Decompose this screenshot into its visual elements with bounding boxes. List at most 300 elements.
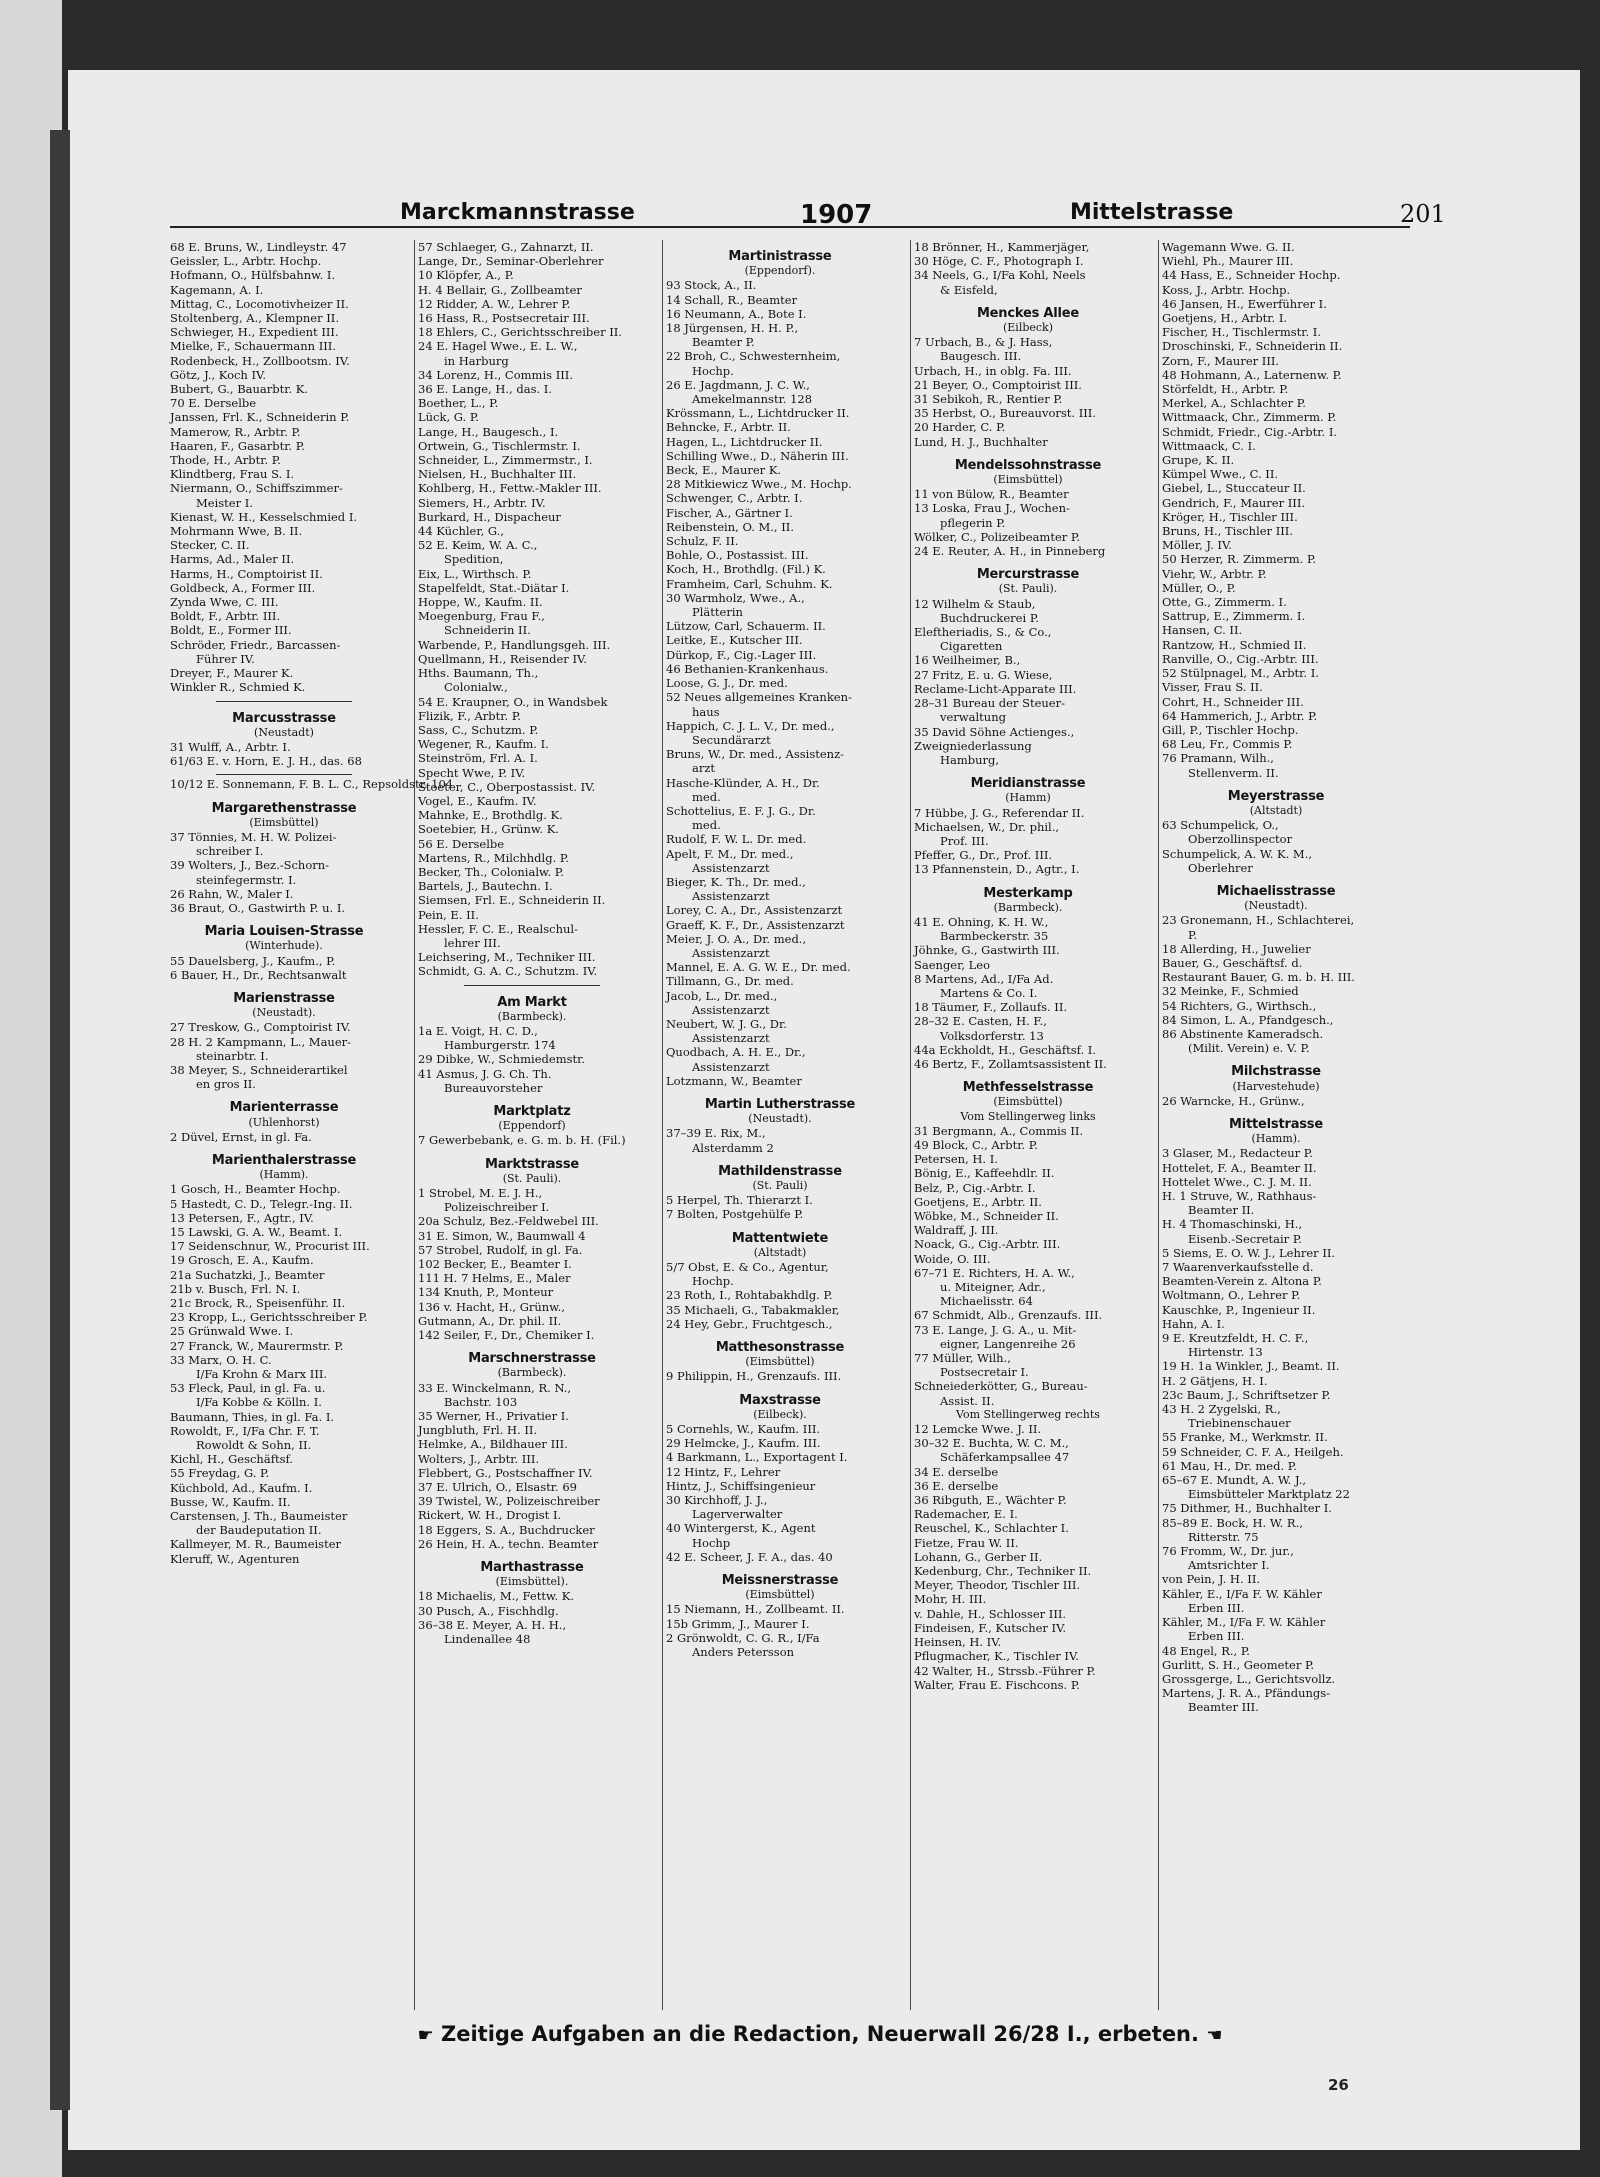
directory-entry: Bartels, J., Bautechn. I. <box>418 879 553 894</box>
directory-entry: 5 Cornehls, W., Kaufm. III. <box>666 1422 821 1437</box>
directory-entry: Amekelmannstr. 128 <box>692 392 813 407</box>
directory-entry: Zynda Wwe, C. III. <box>170 595 279 610</box>
directory-entry: med. <box>692 818 721 833</box>
directory-entry: Urbach, H., in oblg. Fa. III. <box>914 363 1072 378</box>
directory-entry: 52 E. Keim, W. A. C., <box>418 538 538 553</box>
directory-entry: 10/12 E. Sonnemann, F. B. L. C., Repsoldstr. 104 <box>170 777 454 792</box>
directory-entry: 30 Kirchhoff, J. J., <box>666 1493 768 1508</box>
directory-entry: Rademacher, E. I. <box>914 1507 1018 1522</box>
directory-entry: Quellmann, H., Reisender IV. <box>418 651 587 666</box>
directory-entry: verwaltung <box>940 710 1006 725</box>
directory-entry: 93 Stock, A., II. <box>666 278 757 293</box>
directory-entry: 36 Ribguth, E., Wächter P. <box>914 1493 1067 1508</box>
directory-entry: 68 Leu, Fr., Commis P. <box>1162 737 1293 752</box>
directory-entry: Schröder, Friedr., Barcassen- <box>170 637 341 652</box>
header-year: 1907 <box>800 200 873 230</box>
directory-entry: 111 H. 7 Helms, E., Maler <box>418 1271 571 1286</box>
directory-entry: 33 E. Winckelmann, R. N., <box>418 1380 572 1395</box>
district-label: (Eilbeck). <box>753 1407 807 1421</box>
directory-entry: Hasche-Klünder, A. H., Dr. <box>666 775 820 790</box>
directory-entry: 86 Abstinente Kameradsch. <box>1162 1026 1324 1041</box>
directory-entry: Hochp <box>692 1535 731 1550</box>
directory-entry: arzt <box>692 761 716 776</box>
directory-entry: 24 Hey, Gebr., Fruchtgesch., <box>666 1316 833 1331</box>
directory-entry: 56 E. Derselbe <box>418 836 505 851</box>
directory-entry: Bönig, E., Kaffeehdlr. II. <box>914 1166 1055 1181</box>
directory-entry: 31 E. Simon, W., Baumwall 4 <box>418 1228 586 1243</box>
header-first-street: Marckmannstrasse <box>400 200 635 225</box>
street-heading: Mittelstrasse <box>1229 1116 1323 1132</box>
directory-entry: Wöbke, M., Schneider II. <box>914 1209 1059 1223</box>
directory-entry: 35 Herbst, O., Bureauvorst. III. <box>914 406 1096 421</box>
directory-entry: 42 E. Scheer, J. F. A., das. 40 <box>666 1549 833 1564</box>
directory-entry: pflegerin P. <box>940 515 1006 530</box>
directory-entry: Lange, H., Baugesch., I. <box>418 424 559 439</box>
directory-entry: Harms, Ad., Maler II. <box>170 552 295 567</box>
directory-entry: 27 Fritz, E. u. G. Wiese, <box>914 667 1053 682</box>
directory-entry: Siemers, H., Arbtr. IV. <box>418 495 546 510</box>
directory-entry: Stellenverm. II. <box>1188 765 1279 780</box>
directory-entry: Baugesch. III. <box>940 349 1022 364</box>
directory-entry: Gurlitt, S. H., Geometer P. <box>1162 1657 1315 1672</box>
directory-entry: Küchbold, Ad., Kaufm. I. <box>170 1480 313 1495</box>
directory-entry: 64 Hammerich, J., Arbtr. P. <box>1162 708 1318 723</box>
directory-entry: Kagemann, A. I. <box>170 282 264 297</box>
directory-entry: 16 Hass, R., Postsecretair III. <box>418 311 590 326</box>
directory-entry: en gros II. <box>196 1077 256 1092</box>
footer-notice <box>370 2022 1270 2046</box>
footer-text: Zeitige Aufgaben an die Redaction, Neuerwall 26/28 I., erbeten. <box>441 2022 1199 2046</box>
directory-entry: der Baudeputation II. <box>196 1523 322 1538</box>
directory-entry: Hamburgerstr. 174 <box>444 1038 556 1053</box>
district-label: (Eimsbüttel) <box>993 1095 1063 1109</box>
district-label: (Neustadt). <box>252 1006 316 1020</box>
directory-entry: Mielke, F., Schauermann III. <box>170 339 336 354</box>
directory-entry: 41 Asmus, J. G. Ch. Th. <box>418 1066 552 1081</box>
directory-entry: Lund, H. J., Buchhalter <box>914 434 1048 449</box>
street-heading: Margarethenstrasse <box>211 800 357 816</box>
directory-entry: 7 Gewerbebank, e. G. m. b. H. (Fil.) <box>418 1133 626 1148</box>
directory-entry: 28 Mitkiewicz Wwe., M. Hochp. <box>666 477 852 492</box>
directory-entry: 29 Dibke, W., Schmiedemstr. <box>418 1052 586 1067</box>
header-page-number: 201 <box>1400 200 1446 228</box>
directory-entry: Bachstr. 103 <box>444 1394 518 1409</box>
directory-entry: 136 v. Hacht, H., Grünw., <box>418 1299 565 1314</box>
directory-entry: 21 Beyer, O., Comptoirist III. <box>914 377 1082 392</box>
directory-entry: Reuschel, K., Schlachter I. <box>914 1521 1069 1536</box>
directory-entry: Mannel, E. A. G. W. E., Dr. med. <box>666 960 851 975</box>
directory-entry: Führer IV. <box>196 651 255 666</box>
directory-entry: 46 Jansen, H., Ewerführer I. <box>1162 296 1327 311</box>
directory-entry: 9 E. Kreutzfeldt, H. C. F., <box>1162 1331 1309 1346</box>
page-gutter <box>50 130 70 2110</box>
directory-entry: 19 Grosch, E. A., Kaufm. <box>170 1253 314 1268</box>
directory-entry: 20a Schulz, Bez.-Feldwebel III. <box>418 1214 599 1229</box>
directory-entry: Secundärarzt <box>692 732 771 747</box>
street-heading: Meridianstrasse <box>970 776 1086 792</box>
street-heading: Mathildenstrasse <box>718 1163 842 1179</box>
district-label: Vom Stellingerweg links <box>960 1109 1096 1123</box>
directory-entry: Kauschke, P., Ingenieur II. <box>1162 1302 1316 1317</box>
directory-entry: Moegenburg, Frau F., <box>418 609 545 624</box>
street-heading: Marienthalerstrasse <box>211 1152 357 1168</box>
directory-entry: 32 Meinke, F., Schmied <box>1162 984 1299 999</box>
directory-entry: Triebinenschauer <box>1188 1416 1291 1431</box>
column-divider <box>414 240 415 2010</box>
directory-entry: 8 Martens, Ad., I/Fa Ad. <box>914 971 1054 986</box>
directory-entry: Erben III. <box>1188 1629 1245 1644</box>
directory-entry: Reibenstein, O. M., II. <box>666 519 794 534</box>
directory-entry: Lotzmann, W., Beamter <box>666 1073 802 1088</box>
directory-entry: Leichsering, M., Techniker III. <box>418 950 596 965</box>
directory-entry: Rickert, W. H., Drogist I. <box>418 1508 562 1523</box>
directory-entry: Zweigniederlassung <box>914 738 1032 753</box>
directory-entry: Bruns, W., Dr. med., Assistenz- <box>666 747 845 762</box>
district-label: (St. Pauli). <box>998 582 1058 596</box>
directory-entry: Eix, L., Wirthsch. P. <box>418 566 532 581</box>
directory-entry: Fischer, H., Tischlermstr. I. <box>1162 325 1322 340</box>
directory-entry: Kohlberg, H., Fettw.-Makler III. <box>418 481 602 496</box>
directory-entry: Goetjens, H., Arbtr. I. <box>1162 311 1288 326</box>
directory-entry: Schwieger, H., Expedient III. <box>170 325 339 340</box>
district-label: (Hamm). <box>259 1168 309 1182</box>
directory-entry: Tillmann, G., Dr. med. <box>666 974 794 989</box>
directory-entry: Haaren, F., Gasarbtr. P. <box>170 438 305 453</box>
directory-entry: 34 Neels, G., I/Fa Kohl, Neels <box>914 268 1086 283</box>
directory-entry: I/Fa Krohn & Marx III. <box>196 1367 328 1382</box>
directory-entry: 48 Hohmann, A., Laternenw. P. <box>1162 367 1342 382</box>
directory-entry: & Eisfeld, <box>940 282 998 297</box>
directory-entry: Dreyer, F., Maurer K. <box>170 666 294 681</box>
section-separator <box>216 701 353 702</box>
street-heading: Meyerstrasse <box>1227 788 1325 804</box>
directory-entry: Kähler, E., I/Fa F. W. Kähler <box>1162 1586 1322 1601</box>
directory-entry: I/Fa Kobbe & Kölln. I. <box>196 1395 322 1410</box>
street-heading: Marthastrasse <box>480 1560 584 1576</box>
street-heading: Am Markt <box>497 994 567 1010</box>
directory-entry: Colonialw., <box>444 680 508 695</box>
directory-entry: Anders Petersson <box>692 1645 795 1660</box>
directory-entry: 59 Schneider, C. F. A., Heilgeh. <box>1162 1444 1344 1459</box>
directory-entry: Hoppe, W., Kaufm. II. <box>418 595 543 610</box>
directory-entry: Thode, H., Arbtr. P. <box>170 453 281 468</box>
directory-entry: 7 Hübbe, J. G., Referendar II. <box>914 805 1085 820</box>
street-heading: Menckes Allee <box>976 305 1080 321</box>
directory-entry: Droschinski, F., Schneiderin II. <box>1162 339 1343 354</box>
directory-entry: Lorey, C. A., Dr., Assistenzarzt <box>666 903 843 918</box>
page-header <box>100 120 1446 230</box>
directory-entry: Stoeter, C., Oberpostassist. IV. <box>418 779 596 794</box>
directory-entry: 11 von Bülow, R., Beamter <box>914 487 1069 502</box>
street-heading: Methfesselstrasse <box>962 1080 1094 1096</box>
directory-entry: steinfegermstr. I. <box>196 872 297 887</box>
directory-entry: Michaelisstr. 64 <box>940 1294 1033 1309</box>
directory-entry: Beamter III. <box>1188 1700 1259 1715</box>
directory-entry: Vogel, E., Kaufm. IV. <box>418 793 537 808</box>
directory-entry: Störfeldt, H., Arbtr. P. <box>1162 382 1289 397</box>
directory-entry: Grupe, K. II. <box>1162 453 1235 468</box>
directory-entry: 23 Gronemann, H., Schlachterei, <box>1162 913 1355 928</box>
directory-entry: 48 Engel, R., P. <box>1162 1643 1250 1658</box>
directory-entry: Jacob, L., Dr. med., <box>666 988 778 1003</box>
district-label: (Neustadt). <box>748 1112 812 1126</box>
directory-entry: Lützow, Carl, Schauerm. II. <box>666 619 826 634</box>
directory-entry: Baumann, Thies, in gl. Fa. I. <box>170 1409 335 1424</box>
district-label: (Hamm) <box>1005 791 1051 805</box>
directory-entry: Neubert, W. J. G., Dr. <box>666 1016 787 1031</box>
directory-entry: Postsecretair I. <box>940 1365 1029 1380</box>
directory-entry: Gutmann, A., Dr. phil. II. <box>418 1313 562 1328</box>
directory-entry: Mahnke, E., Brothdlg. K. <box>418 808 563 823</box>
directory-entry: Helmke, A., Bildhauer III. <box>418 1437 568 1452</box>
directory-entry: 37 Tönnies, M. H. W. Polizei- <box>170 829 337 844</box>
directory-entry: Niermann, O., Schiffszimmer- <box>170 481 343 496</box>
street-heading: Maxstrasse <box>739 1392 821 1408</box>
directory-entry: Kichl, H., Geschäftsf. <box>170 1452 293 1467</box>
directory-entry: schreiber I. <box>196 844 264 859</box>
directory-entry: Findeisen, F., Kutscher IV. <box>914 1620 1067 1635</box>
directory-entry: Wittmaack, Chr., Zimmerm. P. <box>1162 410 1337 425</box>
directory-entry: Carstensen, J. Th., Baumeister <box>170 1509 348 1524</box>
district-label: (St. Pauli). <box>502 1171 562 1185</box>
column-2 <box>418 240 646 2010</box>
column-4 <box>914 240 1142 2010</box>
directory-entry: Plätterin <box>692 605 743 620</box>
directory-entry: 31 Wulff, A., Arbtr. I. <box>170 739 291 754</box>
directory-entry: Erben III. <box>1188 1600 1245 1615</box>
directory-entry: Hochp. <box>692 1274 734 1289</box>
directory-entry: Assistenzarzt <box>692 889 770 904</box>
directory-entry: 15 Niemann, H., Zollbeamt. II. <box>666 1602 845 1617</box>
directory-entry: v. Dahle, H., Schlosser III. <box>914 1606 1067 1621</box>
directory-entry: 23 Roth, I., Rohtabakhdlg. P. <box>666 1288 833 1303</box>
directory-entry: Spedition, <box>444 552 504 567</box>
district-label: (Eimsbüttel) <box>745 1588 815 1602</box>
directory-entry: Rantzow, H., Schmied II. <box>1162 637 1307 652</box>
directory-entry: 57 Schlaeger, G., Zahnarzt, II. <box>418 240 594 254</box>
directory-entry: 12 Hintz, F., Lehrer <box>666 1464 781 1479</box>
directory-entry: 14 Schall, R., Beamter <box>666 292 798 307</box>
directory-entry: 18 Eggers, S. A., Buchdrucker <box>418 1522 595 1537</box>
directory-entry: Noack, G., Cig.-Arbtr. III. <box>914 1237 1061 1252</box>
directory-entry: Boldt, F., Arbtr. III. <box>170 609 281 624</box>
directory-entry: eigner, Langenreihe 26 <box>940 1336 1076 1351</box>
directory-entry: 35 Michaeli, G., Tabakmakler, <box>666 1302 840 1317</box>
directory-entry: Assistenzarzt <box>692 860 770 875</box>
directory-entry: Klindtberg, Frau S. I. <box>170 467 295 482</box>
directory-entry: Schilling Wwe., D., Näherin III. <box>666 448 849 463</box>
directory-entry: 9 Philippin, H., Grenzaufs. III. <box>666 1369 842 1384</box>
directory-entry: 134 Knuth, P., Monteur <box>418 1285 554 1300</box>
directory-entry: 36 E. derselbe <box>914 1478 999 1493</box>
directory-entry: 28 H. 2 Kampmann, L., Mauer- <box>170 1034 352 1049</box>
directory-entry: Bieger, K. Th., Dr. med., <box>666 874 806 889</box>
directory-entry: Möller, J. IV. <box>1162 538 1232 553</box>
directory-entry: 54 Richters, G., Wirthsch., <box>1162 998 1317 1013</box>
district-label: (Altstadt) <box>753 1245 807 1259</box>
street-heading: Marktstrasse <box>484 1156 579 1172</box>
directory-entry: Assistenzarzt <box>692 1002 770 1017</box>
directory-entry: 67–71 E. Richters, H. A. W., <box>914 1265 1075 1280</box>
directory-entry: 34 E. derselbe <box>914 1464 999 1479</box>
pointing-hand-icon: ☚ <box>1206 2025 1223 2046</box>
directory-entry: 35 Werner, H., Privatier I. <box>418 1409 569 1424</box>
directory-entry: 36 Braut, O., Gastwirth P. u. I. <box>170 900 346 915</box>
directory-entry: 17 Seidenschnur, W., Procurist III. <box>170 1239 370 1254</box>
directory-entry: Schulz, F. II. <box>666 534 739 549</box>
directory-entry: Michaelsen, W., Dr. phil., <box>914 819 1060 834</box>
directory-entry: 36 E. Lange, H., das. I. <box>418 382 552 397</box>
directory-entry: steinarbtr. I. <box>196 1048 269 1063</box>
directory-entry: Janssen, Frl. K., Schneiderin P. <box>170 410 350 425</box>
directory-entry: Hofmann, O., Hülfsbahnw. I. <box>170 268 336 283</box>
directory-entry: 7 Urbach, B., & J. Hass, <box>914 335 1053 350</box>
directory-entry: 22 Broh, C., Schwesternheim, <box>666 349 841 364</box>
directory-entry: 67 Schmidt, Alb., Grenzaufs. III. <box>914 1308 1103 1323</box>
directory-entry: Bubert, G., Bauarbtr. K. <box>170 382 309 397</box>
directory-entry: med. <box>692 789 721 804</box>
directory-entry: Lagerverwalter <box>692 1507 783 1522</box>
directory-entry: Lück, G. P. <box>418 410 479 425</box>
column-divider <box>662 240 663 2010</box>
directory-entry: H. 4 Thomaschinski, H., <box>1162 1217 1303 1232</box>
directory-entry: 70 E. Derselbe <box>170 396 257 411</box>
directory-entry: Kienast, W. H., Kesselschmied I. <box>170 509 358 524</box>
directory-entry: Winkler R., Schmied K. <box>170 680 306 695</box>
section-separator <box>216 774 353 775</box>
street-heading: Marschnerstrasse <box>468 1351 596 1367</box>
directory-entry: Rudolf, F. W. L. Dr. med. <box>666 832 807 847</box>
street-heading: Mercurstrasse <box>976 567 1080 583</box>
directory-entry: 1 Strobel, M. E. J. H., <box>418 1186 543 1200</box>
header-last-street: Mittelstrasse <box>1070 200 1234 225</box>
directory-entry: 1 Gosch, H., Beamter Hochp. <box>170 1182 341 1197</box>
directory-entry: 26 Rahn, W., Maler I. <box>170 886 294 901</box>
directory-entry: 34 Lorenz, H., Commis III. <box>418 367 573 382</box>
street-heading: Milchstrasse <box>1231 1064 1321 1080</box>
directory-entry: 5 Siems, E. O. W. J., Lehrer II. <box>1162 1245 1336 1260</box>
directory-entry: 27 Treskow, G., Comptoirist IV. <box>170 1020 351 1035</box>
directory-entry: 29 Helmcke, J., Kaufm. III. <box>666 1436 821 1451</box>
street-heading: Martinistrasse <box>728 249 832 264</box>
directory-entry: Fischer, A., Gärtner I. <box>666 505 793 520</box>
directory-entry: Pflugmacher, K., Tischler IV. <box>914 1649 1079 1664</box>
directory-entry: 18 Allerding, H., Juwelier <box>1162 941 1311 956</box>
directory-entry: Koch, H., Brothdlg. (Fil.) K. <box>666 562 826 577</box>
directory-entry: Woide, O. III. <box>914 1251 991 1266</box>
directory-entry: 5/7 Obst, E. & Co., Agentur, <box>666 1260 829 1275</box>
directory-entry: Becker, Th., Colonialw. P. <box>418 864 564 879</box>
street-heading: Mendelssohnstrasse <box>954 457 1102 473</box>
directory-entry: 39 Twistel, W., Polizeischreiber <box>418 1494 600 1509</box>
directory-entry: Hottelet, F. A., Beamter II. <box>1162 1160 1317 1175</box>
district-label: (Neustadt) <box>254 725 314 739</box>
directory-entry: 77 Müller, Wilh., <box>914 1351 1011 1366</box>
directory-entry: Pein, E. II. <box>418 907 479 922</box>
directory-entry: Quodbach, A. H. E., Dr., <box>666 1045 806 1060</box>
directory-entry: Bauer, G., Geschäftsf. d. <box>1162 955 1303 970</box>
district-label: (St. Pauli) <box>752 1179 808 1192</box>
district-label: (Barmbeck). <box>497 1366 567 1380</box>
directory-entry: Leitke, E., Kutscher III. <box>666 633 803 648</box>
directory-entry: Buchdruckerei P. <box>940 610 1039 625</box>
directory-entry: Nielsen, H., Buchhalter III. <box>418 467 577 482</box>
directory-entry: 55 Freydag, G. P. <box>170 1466 270 1481</box>
directory-entry: 40 Wintergerst, K., Agent <box>666 1521 816 1536</box>
directory-entry: Beamter II. <box>1188 1203 1255 1218</box>
directory-entry: Eimsbütteler Marktplatz 22 <box>1188 1487 1350 1502</box>
directory-entry: Harms, H., Comptoirist II. <box>170 566 323 581</box>
directory-entry: 18 Täumer, F., Zollaufs. II. <box>914 1000 1068 1015</box>
directory-entry: 102 Becker, E., Beamter I. <box>418 1257 572 1272</box>
directory-entry: 63 Schumpelick, O., <box>1162 818 1279 833</box>
directory-entry: Soetebier, H., Grünw. K. <box>418 822 559 837</box>
directory-entry: haus <box>692 704 720 719</box>
directory-entry: Visser, Frau S. II. <box>1162 680 1263 695</box>
directory-entry: Eleftheriadis, S., & Co., <box>914 625 1052 640</box>
directory-entry: Schmidt, G. A. C., Schutzm. IV. <box>418 964 598 979</box>
directory-entry: 30 Pusch, A., Fischhdlg. <box>418 1603 559 1618</box>
directory-entry: Boether, L., P. <box>418 396 499 411</box>
directory-entry: 38 Meyer, S., Schneiderartikel <box>170 1062 348 1077</box>
directory-entry: 15b Grimm, J., Maurer I. <box>666 1616 810 1631</box>
directory-entry: Petersen, H. I. <box>914 1152 998 1167</box>
directory-entry: 10 Klöpfer, A., P. <box>418 268 514 283</box>
directory-entry: 27 Franck, W., Maurermstr. P. <box>170 1338 344 1353</box>
directory-entry: 30 Höge, C. F., Photograph I. <box>914 254 1084 269</box>
directory-entry: Hessler, F. C. E., Realschul- <box>418 921 578 936</box>
directory-entry: Martens, J. R. A., Pfändungs- <box>1162 1686 1331 1701</box>
directory-entry: Schneiderin II. <box>444 623 531 638</box>
directory-entry: 15 Lawski, G. A. W., Beamt. I. <box>170 1225 343 1239</box>
directory-entry: 18 Jürgensen, H. H. P., <box>666 321 799 336</box>
directory-entry: 13 Petersen, F., Agtr., IV. <box>170 1210 314 1225</box>
directory-entry: Wölker, C., Polizeibeamter P. <box>914 529 1080 544</box>
directory-entry: Müller, O., P. <box>1162 580 1236 595</box>
directory-entry: Hottelet Wwe., C. J. M. II. <box>1162 1174 1312 1189</box>
directory-entry: Hintz, J., Schiffsingenieur <box>666 1478 816 1493</box>
directory-entry: 65–67 E. Mundt, A. W. J., <box>1162 1473 1307 1488</box>
directory-entry: 12 Ridder, A. W., Lehrer P. <box>418 296 571 311</box>
directory-entry: 24 E. Reuter, A. H., in Pinneberg <box>914 544 1106 559</box>
directory-entry: Mamerow, R., Arbtr. P. <box>170 424 301 439</box>
directory-entry: Flizik, F., Arbtr. P. <box>418 708 521 723</box>
directory-entry: 5 Herpel, Th. Thierarzt I. <box>666 1193 813 1208</box>
directory-entry: Hansen, C. II. <box>1162 623 1243 638</box>
directory-entry: Happich, C. J. L. V., Dr. med., <box>666 718 835 733</box>
directory-entry: Polizeischreiber I. <box>444 1200 550 1215</box>
directory-entry: Eisenb.-Secretair P. <box>1188 1231 1302 1246</box>
column-3 <box>666 240 894 2010</box>
column-5 <box>1162 240 1390 2010</box>
directory-entry: 73 E. Lange, J. G. A., u. Mit- <box>914 1322 1077 1337</box>
directory-entry: Assistenzarzt <box>692 1059 770 1074</box>
directory-entry: Heinsen, H. IV. <box>914 1635 1002 1650</box>
directory-entry: Behncke, F., Arbtr. II. <box>666 420 791 435</box>
directory-entry: 44 Hass, E., Schneider Hochp. <box>1162 268 1341 283</box>
directory-entry: Hths. Baumann, Th., <box>418 666 539 681</box>
district-label: (Harvestehude) <box>1232 1079 1320 1093</box>
directory-entry: Bruns, H., Tischler III. <box>1162 524 1293 539</box>
directory-entry: 30 Warmholz, Wwe., A., <box>666 590 805 605</box>
directory-entry: 21b v. Busch, Frl. N. I. <box>170 1281 301 1296</box>
directory-entry: 26 Warncke, H., Grünw., <box>1162 1093 1305 1108</box>
district-label: (Uhlenhorst) <box>248 1115 320 1129</box>
directory-entry: Woltmann, O., Lehrer P. <box>1162 1288 1301 1303</box>
directory-entry: Viehr, W., Arbtr. P. <box>1162 566 1267 581</box>
directory-entry: 75 Dithmer, H., Buchhalter I. <box>1162 1501 1332 1516</box>
directory-entry: 26 Hein, H. A., techn. Beamter <box>418 1536 599 1551</box>
